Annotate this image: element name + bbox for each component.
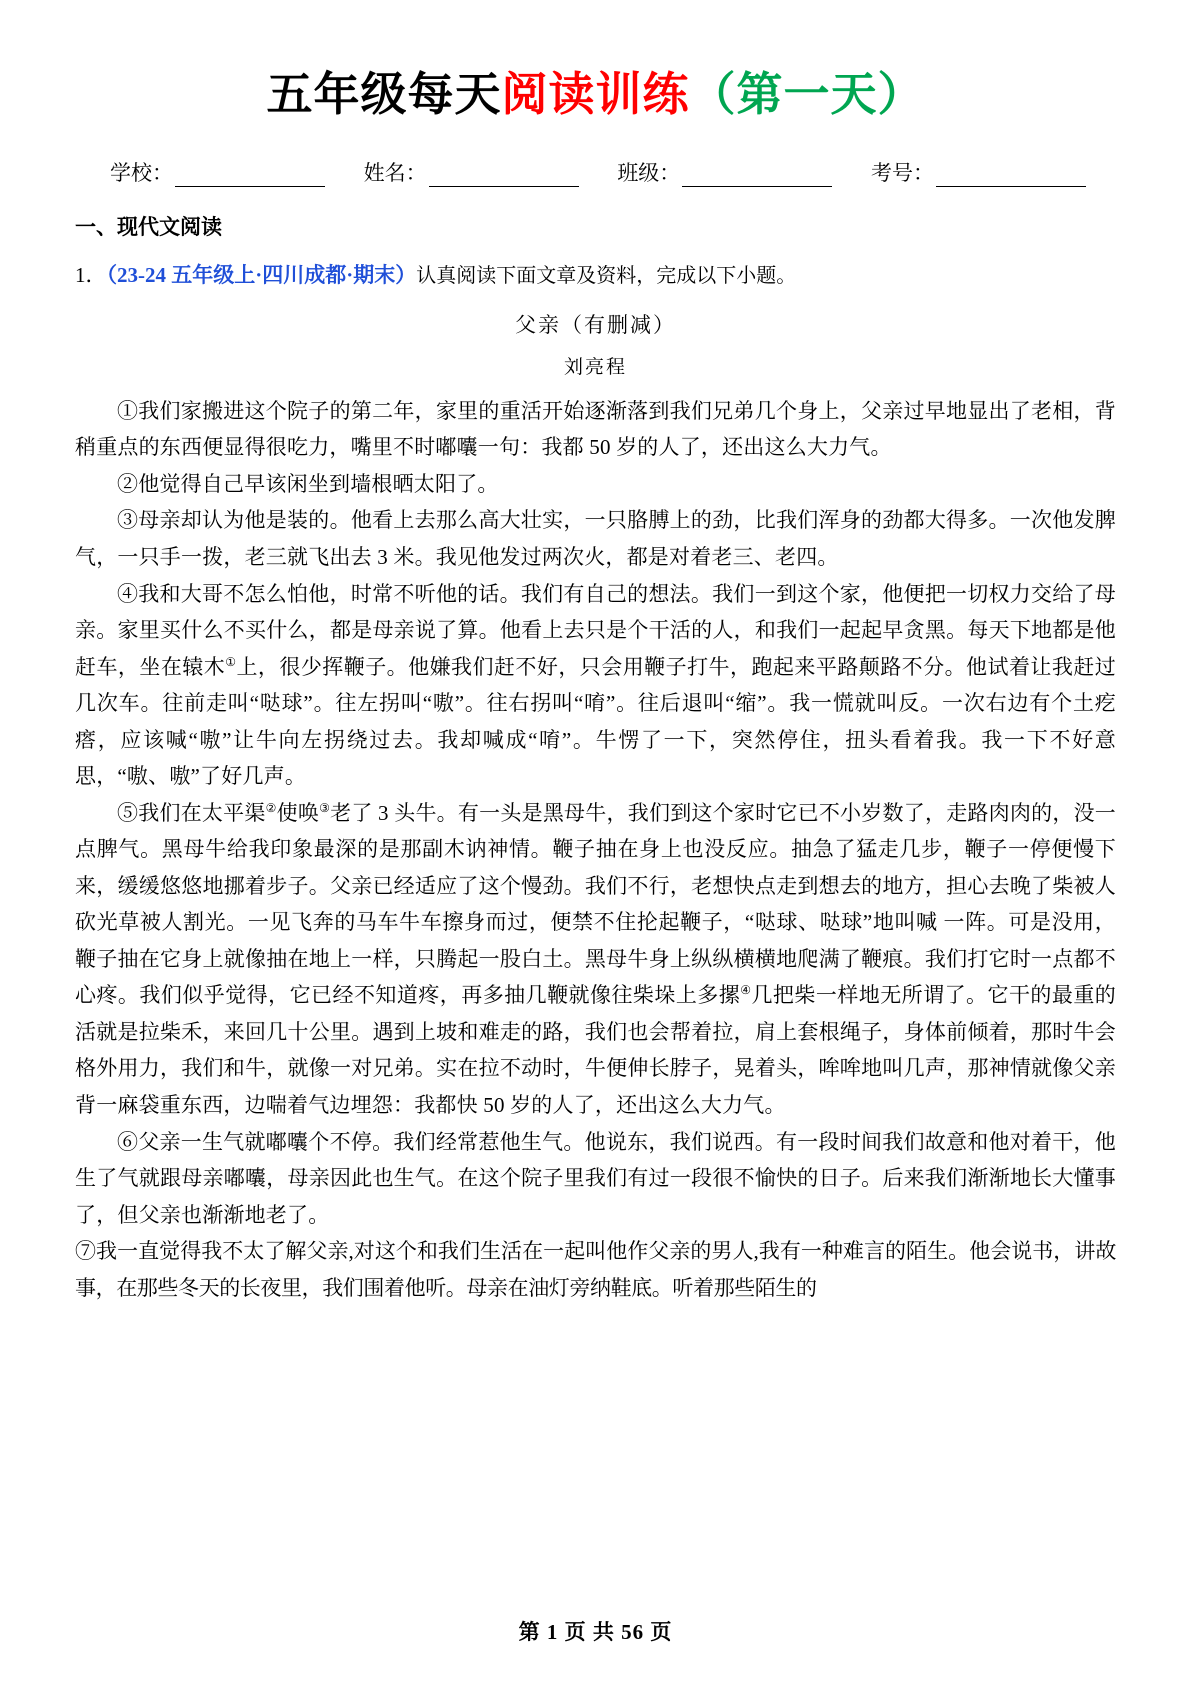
passage-paragraph-1: ①我们家搬进这个院子的第二年，家里的重活开始逐渐落到我们兄弟几个身上，父亲过早地显出了老相，背稍重点的东西便显得很吃力，嘴里不时嘟囔一句：我都 50 岁的人了，还出这么大力气。 (75, 398, 1116, 460)
field-exam-number-label: 考号： (870, 160, 934, 185)
passage-paragraph-5-part-b: 使唤 (276, 800, 320, 825)
field-class-input[interactable] (682, 164, 832, 187)
passage-paragraph-5-part-c: 老了 3 头牛。有一头是黑母牛，我们到这个家时它已不小岁数了，走路肉肉的，没一点脾气。黑母牛给我印象最深的是那副木讷神情。鞭子抽在身上也没反应。抽急了猛走几步，鞭子一停便慢下来，缓缓悠悠地挪着步子。父亲已经适应了这个慢劲。我们不行，老想快点走到想去的地方，担心去晚了柴被人砍光草被人割光。一见飞奔的马车牛车擦身而过，便禁不住抡起鞭子，“哒球、哒球”地叫喊 一阵。可是没用，鞭子抽在它身上就像抽在地上一样，只腾起一股白土。黑母牛身上纵纵横横地爬满了鞭痕。我们打它时一点都不心疼。我们似乎觉得，它已经不知道疼，再多抽几鞭就像往柴垛上多摞 (75, 800, 1117, 1008)
passage-paragraph-4-part-a: ④我和大哥不怎么怕他，时常不听他的话。我们有自己的想法。我们一到这个家，他便把一切权力交给了母亲。家里买什么不买什么，都是母亲说了算。他看上去只是个干活的人，和我们一起起早贪黑。每天下地都是他赶车，坐在辕木 (75, 581, 1116, 679)
passage-paragraph-7: ⑦我一直觉得我不太了解父亲,对这个和我们生活在一起叫他作父亲的男人,我有一种难言的陌生。他会说书，讲故事，在那些冬天的长夜里，我们围着他听。母亲在油灯旁纳鞋底。听着那些陌生的 (75, 1239, 1116, 1300)
page-title (75, 0, 1116, 121)
title-part-black: 五年级每天 (266, 67, 502, 121)
footnote-marker-1: ① (225, 654, 237, 669)
section-heading-modern-reading: 一、现代文阅读 (75, 215, 222, 239)
passage-paragraph-6: ⑥父亲一生气就嘟囔个不停。我们经常惹他生气。他说东，我们说西。有一段时间我们故意和他对着干，他生了气就跟母亲嘟囔，母亲因此也生气。在这个院子里我们有过一段很不愉快的日子。后来我们渐渐地长大懂事了，但父亲也渐渐地老了。 (75, 1129, 1116, 1227)
page-footer: 第 1 页 共 56 页 (518, 1620, 673, 1644)
footnote-marker-4: ④ (740, 983, 752, 998)
field-exam-number (871, 157, 1086, 187)
field-school (110, 157, 325, 187)
passage-paragraph-4-part-b: 上，很少挥鞭子。他嫌我们赶不好，只会用鞭子打牛，跑起来平路颠路不分。他试着让我赶过几次车。往前走叫“哒球”。往左拐叫“嗷”。往右拐叫“唷”。往后退叫“缩”。我一慌就叫反。一次右边有个土疙瘩，应该喊“嗷”让牛向左拐绕过去。我却喊成“唷”。牛愣了一下，突然停住，扭头看着我。我一下不好意思，“嗷、嗷”了好几声。 (75, 654, 1116, 789)
passage-body (75, 393, 1116, 1306)
title-part-green: （第一天） (689, 67, 925, 121)
question-number: 1． (75, 262, 107, 287)
field-school-input[interactable] (175, 164, 325, 187)
passage-paragraph-5 (75, 795, 1116, 1124)
field-name (364, 157, 579, 187)
passage-author: 刘亮程 (563, 356, 627, 378)
field-exam-number-input[interactable] (936, 164, 1086, 187)
passage-title: 父亲（有删减） (515, 312, 676, 337)
student-info-row (75, 157, 1116, 187)
passage-paragraph-4 (75, 576, 1116, 795)
passage-paragraph-5-part-a: ⑤我们在太平渠 (117, 800, 266, 825)
footnote-marker-2: ② (265, 800, 277, 815)
question-instruction: 认真阅读下面文章及资料，完成以下小题。 (416, 264, 797, 287)
field-class-label: 班级： (617, 160, 681, 185)
field-class (617, 157, 832, 187)
field-name-label: 姓名： (363, 160, 427, 185)
passage-paragraph-2: ②他觉得自己早该闲坐到墙根晒太阳了。 (117, 471, 499, 496)
question-source-tag: （23-24 五年级上·四川成都·期末） (106, 262, 417, 287)
passage-paragraph-5-part-d: 几把柴一样地无所谓了。它干的最重的活就是拉柴禾，来回几十公里。遇到上坡和难走的路，我们也会帮着拉，肩上套根绳子，身体前倾着，那时牛会格外用力，我们和牛，就像一对兄弟。实在拉不动时，牛便伸长脖子，晃着头，哞哞地叫几声，那神情就像父亲背一麻袋重东西，边喘着气边埋怨：我都快 50 岁的人了，还出这么大力气。 (75, 983, 1116, 1117)
title-part-red: 阅读训练 (501, 67, 690, 121)
passage-paragraph-3: ③母亲却认为他是装的。他看上去那么高大壮实，一只胳膊上的劲，比我们浑身的劲都大得多。一次他发脾气，一只手一拨，老三就飞出去 3 米。我见他发过两次火，都是对着老三、老四。 (75, 508, 1116, 570)
field-name-input[interactable] (429, 164, 579, 187)
footnote-marker-3: ③ (319, 800, 331, 815)
field-school-label: 学校： (110, 160, 173, 185)
question-stem (75, 259, 1116, 292)
